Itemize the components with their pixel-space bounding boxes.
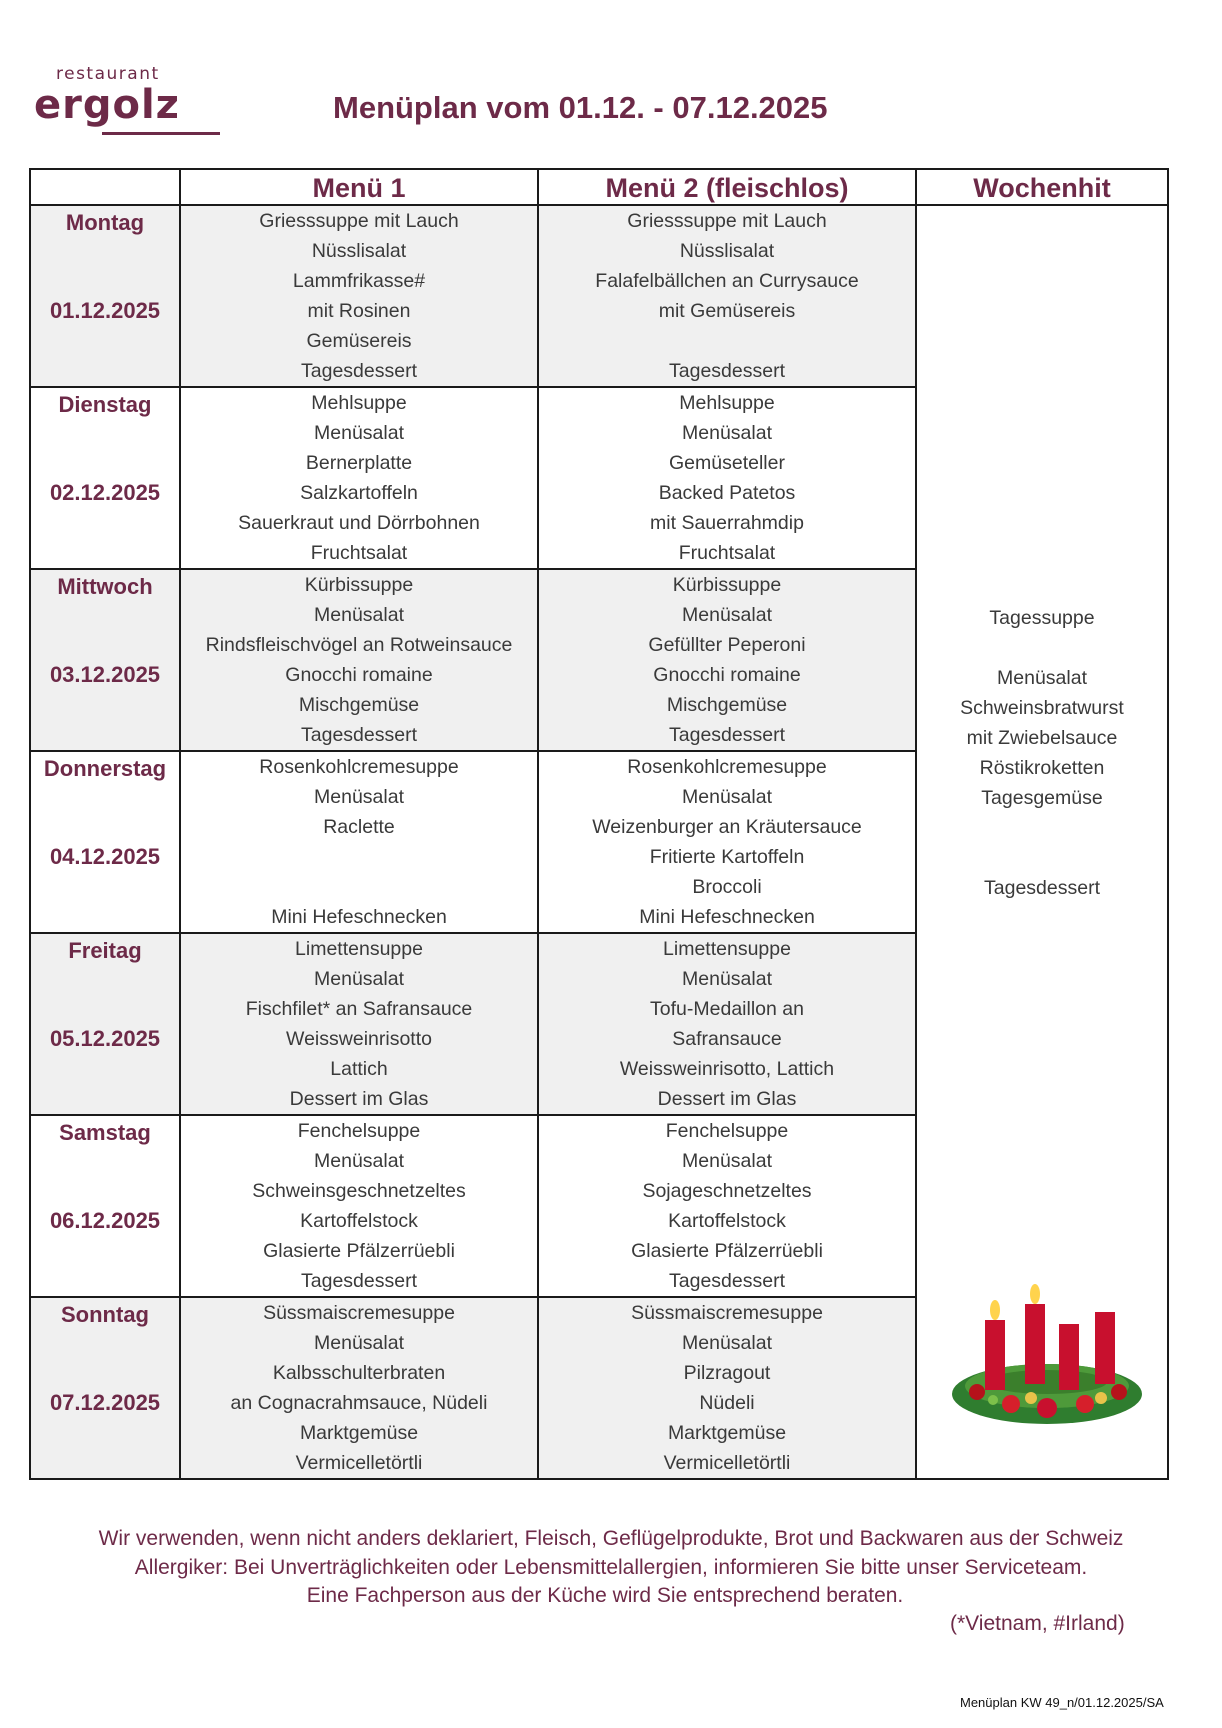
dish-line: Raclette <box>323 816 395 838</box>
dish-line: Weizenburger an Kräutersauce <box>592 816 862 838</box>
wochenhit-list <box>917 603 1167 903</box>
dish-line: Bernerplatte <box>305 452 413 474</box>
dish-line: Fruchtsalat <box>310 542 408 564</box>
dish-line: Nüdeli <box>699 1392 755 1414</box>
day-cell <box>30 569 180 751</box>
footer-origin-legend: (*Vietnam, #Irland) <box>950 1612 1125 1635</box>
day-cell <box>30 751 180 933</box>
dish-line: Süssmaiscremesuppe <box>631 1302 823 1324</box>
dish-line: Lammfrikasse# <box>292 270 426 292</box>
dish-line: Broccoli <box>692 876 762 898</box>
dish-line: Gnocchi romaine <box>285 664 433 686</box>
menu1-cell <box>180 933 538 1115</box>
dish-line: Rosenkohlcremesuppe <box>627 756 827 778</box>
dish-line: Dessert im Glas <box>289 1088 429 1110</box>
dish-line: Safransauce <box>672 1028 782 1050</box>
dish-line: Mehlsuppe <box>311 392 407 414</box>
dish-line: Menüsalat <box>682 1332 772 1354</box>
menu2-cell <box>538 569 916 751</box>
dish-line: Gemüsereis <box>306 330 412 352</box>
dish-line: Fenchelsuppe <box>665 1120 789 1142</box>
dish-line: mit Sauerrahmdip <box>650 512 804 534</box>
column-header-menu1: Menü 1 <box>180 169 538 205</box>
footer-line-allergy-notice: Allergiker: Bei Unverträglichkeiten oder Lebensmittelallergien, informieren Sie bitte unser Serviceteam. <box>134 1556 1088 1579</box>
dish-line: Schweinsgeschnetzeltes <box>252 1180 466 1202</box>
menu2-cell <box>538 933 916 1115</box>
dish-line: Mischgemüse <box>298 694 420 716</box>
dish-line: Tagesdessert <box>669 1270 785 1292</box>
day-date: 01.12.2025 <box>49 298 161 323</box>
wochenhit-line: Tagesdessert <box>984 877 1100 899</box>
menu2-cell <box>538 751 916 933</box>
day-cell <box>30 1115 180 1297</box>
dish-line: Nüsslisalat <box>679 240 775 262</box>
day-name: Montag <box>65 210 145 235</box>
menu1-cell <box>180 751 538 933</box>
dish-line: Nüsslisalat <box>311 240 407 262</box>
day-cell <box>30 933 180 1115</box>
dish-line <box>181 842 537 872</box>
dish-line: Menüsalat <box>682 786 772 808</box>
dish-line: Menüsalat <box>682 604 772 626</box>
dish-line: Kürbissuppe <box>304 574 414 596</box>
dish-line: Mini Hefeschnecken <box>639 906 815 928</box>
dish-line: Backed Patetos <box>658 482 796 504</box>
dish-line: Menüsalat <box>314 604 404 626</box>
dish-line: Mehlsuppe <box>679 392 775 414</box>
restaurant-logo <box>34 62 194 142</box>
dish-line: Vermicelletörtli <box>663 1452 791 1474</box>
wochenhit-line <box>917 813 1167 843</box>
dish-line: Limettensuppe <box>295 938 423 960</box>
dish-line: Kartoffelstock <box>668 1210 786 1232</box>
wochenhit-line: Schweinsbratwurst <box>960 697 1124 719</box>
dish-line <box>181 872 537 902</box>
day-cell <box>30 205 180 387</box>
dish-line: Mischgemüse <box>666 694 788 716</box>
logo-small-text: restaurant <box>56 64 160 84</box>
day-name: Mittwoch <box>57 574 153 599</box>
column-header-menu2: Menü 2 (fleischlos) <box>538 169 916 205</box>
menu-table <box>29 168 1169 1480</box>
dish-line: Limettensuppe <box>663 938 791 960</box>
day-date: 05.12.2025 <box>49 1026 161 1051</box>
dish-line: Tagesdessert <box>301 1270 417 1292</box>
day-name: Sonntag <box>61 1302 149 1327</box>
column-header-wochenhit: Wochenhit <box>916 169 1168 205</box>
page-title: Menüplan vom 01.12. - 07.12.2025 <box>333 90 828 125</box>
day-date: 02.12.2025 <box>49 480 161 505</box>
wochenhit-line: Röstikroketten <box>979 757 1105 779</box>
dish-line: an Cognacrahmsauce, Nüdeli <box>230 1392 488 1414</box>
dish-line: Tagesdessert <box>669 724 785 746</box>
menu2-cell <box>538 205 916 387</box>
day-name: Donnerstag <box>43 756 167 781</box>
dish-line: Menüsalat <box>314 1332 404 1354</box>
dish-line: mit Rosinen <box>307 300 411 322</box>
dish-line: Salzkartoffeln <box>300 482 418 504</box>
dish-line: Tagesdessert <box>669 360 785 382</box>
dish-line: Tagesdessert <box>301 724 417 746</box>
menu2-cell <box>538 387 916 569</box>
menu1-cell <box>180 1297 538 1479</box>
dish-line: Dessert im Glas <box>657 1088 797 1110</box>
wochenhit-cell <box>916 205 1168 1479</box>
dish-line: Menüsalat <box>314 1150 404 1172</box>
dish-line: Sauerkraut und Dörrbohnen <box>238 512 480 534</box>
day-cell <box>30 1297 180 1479</box>
dish-line: Rosenkohlcremesuppe <box>259 756 459 778</box>
dish-line: Kartoffelstock <box>300 1210 418 1232</box>
dish-line: Weissweinrisotto <box>286 1028 432 1050</box>
menu2-cell <box>538 1115 916 1297</box>
dish-line: Tofu-Medaillon an <box>650 998 804 1020</box>
dish-line: Kürbissuppe <box>672 574 782 596</box>
dish-line: Menüsalat <box>682 968 772 990</box>
dish-line: Lattich <box>330 1058 388 1080</box>
dish-line: Menüsalat <box>682 422 772 444</box>
footer-line-origin-notice: Wir verwenden, wenn nicht anders deklariert, Fleisch, Geflügelprodukte, Brot und Backwaren aus der Schweiz <box>98 1527 1124 1550</box>
dish-line: Griesssuppe mit Lauch <box>627 210 827 232</box>
logo-big-text: ergolz <box>34 82 180 128</box>
dish-line: Marktgemüse <box>299 1422 419 1444</box>
wochenhit-line: Tagessuppe <box>989 607 1095 629</box>
day-row <box>30 205 1168 387</box>
dish-line: Pilzragout <box>683 1362 771 1384</box>
dish-line: Kalbsschulterbraten <box>272 1362 446 1384</box>
day-name: Dienstag <box>58 392 152 417</box>
wochenhit-line: mit Zwiebelsauce <box>966 727 1118 749</box>
day-name: Samstag <box>59 1120 151 1145</box>
advent-wreath-image <box>947 1274 1147 1439</box>
day-date: 07.12.2025 <box>49 1390 161 1415</box>
logo-underline <box>102 132 220 135</box>
menu1-cell <box>180 387 538 569</box>
dish-line: Menüsalat <box>682 1150 772 1172</box>
dish-line: Glasierte Pfälzerrüebli <box>631 1240 823 1262</box>
wochenhit-line: Menüsalat <box>997 667 1087 689</box>
day-date: 06.12.2025 <box>49 1208 161 1233</box>
wochenhit-line <box>917 633 1167 663</box>
dish-line: Griesssuppe mit Lauch <box>259 210 459 232</box>
dish-line: Glasierte Pfälzerrüebli <box>263 1240 455 1262</box>
day-name: Freitag <box>68 938 142 963</box>
dish-line: Mini Hefeschnecken <box>271 906 447 928</box>
footer-line-kitchen-advice: Eine Fachperson aus der Küche wird Sie entsprechend beraten. <box>306 1584 904 1607</box>
dish-line: Vermicelletörtli <box>295 1452 423 1474</box>
dish-line: Marktgemüse <box>667 1422 787 1444</box>
dish-line: Menüsalat <box>314 968 404 990</box>
menu1-cell <box>180 569 538 751</box>
dish-line: Gemüseteller <box>669 452 785 474</box>
menu1-cell <box>180 1115 538 1297</box>
dish-line: Menüsalat <box>314 422 404 444</box>
wochenhit-line: Tagesgemüse <box>981 787 1103 809</box>
dish-line: Rindsfleischvögel an Rotweinsauce <box>205 634 513 656</box>
menu1-cell <box>180 205 538 387</box>
dish-line: Süssmaiscremesuppe <box>263 1302 455 1324</box>
day-cell <box>30 387 180 569</box>
dish-line: Tagesdessert <box>301 360 417 382</box>
day-date: 04.12.2025 <box>49 844 161 869</box>
dish-line: Fruchtsalat <box>678 542 776 564</box>
table-header-row <box>30 169 1168 205</box>
dish-line: mit Gemüsereis <box>658 300 796 322</box>
dish-line: Falafelbällchen an Currysauce <box>595 270 859 292</box>
dish-line: Menüsalat <box>314 786 404 808</box>
advent-wreath-icon <box>947 1274 1147 1434</box>
dish-line: Gnocchi romaine <box>653 664 801 686</box>
dish-line: Gefüllter Peperoni <box>648 634 806 656</box>
header-corner <box>30 169 180 205</box>
dish-line: Fenchelsuppe <box>297 1120 421 1142</box>
dish-line: Weissweinrisotto, Lattich <box>619 1058 835 1080</box>
document-reference: Menüplan KW 49_n/01.12.2025/SA <box>960 1695 1164 1710</box>
dish-line: Sojageschnetzeltes <box>642 1180 812 1202</box>
menu2-cell <box>538 1297 916 1479</box>
day-date: 03.12.2025 <box>49 662 161 687</box>
dish-line: Fritierte Kartoffeln <box>649 846 805 868</box>
wochenhit-line <box>917 843 1167 873</box>
dish-line <box>539 326 915 356</box>
dish-line: Fischfilet* an Safransauce <box>245 998 473 1020</box>
